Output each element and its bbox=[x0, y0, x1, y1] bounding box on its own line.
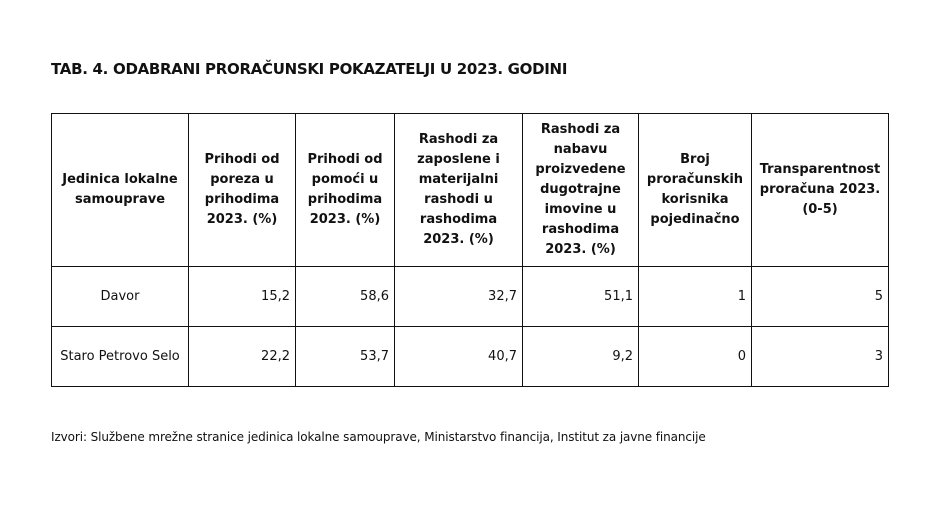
table-cell: 40,7 bbox=[395, 327, 523, 387]
column-header-unit: Jedinica lokalne samouprave bbox=[52, 114, 189, 267]
table-cell: 51,1 bbox=[523, 267, 639, 327]
column-header-fixed-assets-expenses: Rashodi za nabavu proizvedene dugotrajne imovine u rashodima 2023. (%) bbox=[523, 114, 639, 267]
table-cell: 9,2 bbox=[523, 327, 639, 387]
table-cell: 58,6 bbox=[296, 267, 395, 327]
table-row bbox=[52, 327, 889, 387]
table-cell-unit: Staro Petrovo Selo bbox=[52, 327, 189, 387]
table-cell: 5 bbox=[752, 267, 889, 327]
table-cell: 32,7 bbox=[395, 267, 523, 327]
table-cell: 1 bbox=[639, 267, 752, 327]
table-cell: 22,2 bbox=[189, 327, 296, 387]
header-row bbox=[52, 114, 889, 267]
table-cell: 0 bbox=[639, 327, 752, 387]
column-header-budget-users: Broj proračunskih korisnika pojedinačno bbox=[639, 114, 752, 267]
table-cell: 15,2 bbox=[189, 267, 296, 327]
table-cell: 53,7 bbox=[296, 327, 395, 387]
column-header-aid-revenue: Prihodi od pomoći u prihodima 2023. (%) bbox=[296, 114, 395, 267]
source-note: Izvori: Službene mrežne stranice jedinica lokalne samouprave, Ministarstvo financija, Institut za javne financije bbox=[51, 430, 706, 444]
table-row bbox=[52, 267, 889, 327]
table-title: TAB. 4. ODABRANI PRORAČUNSKI POKAZATELJI U 2023. GODINI bbox=[51, 60, 568, 78]
column-header-tax-revenue: Prihodi od poreza u prihodima 2023. (%) bbox=[189, 114, 296, 267]
budget-indicators-table bbox=[51, 113, 889, 387]
table-cell-unit: Davor bbox=[52, 267, 189, 327]
table-cell: 3 bbox=[752, 327, 889, 387]
column-header-transparency: Transparentnost proračuna 2023. (0-5) bbox=[752, 114, 889, 267]
column-header-staff-material-expenses: Rashodi za zaposlene i materijalni rashodi u rashodima 2023. (%) bbox=[395, 114, 523, 267]
